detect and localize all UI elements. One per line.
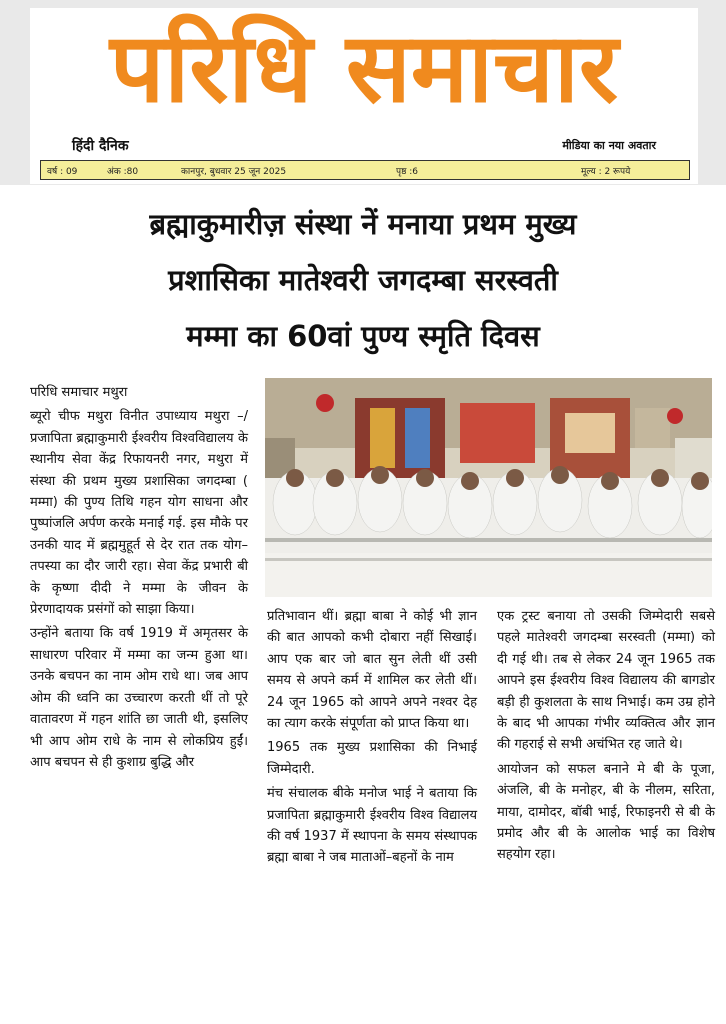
headline-line-1: ब्रह्माकुमारीज़ संस्था नें मनाया प्रथम मुख्य bbox=[149, 207, 577, 241]
edition-info-bar bbox=[40, 160, 690, 180]
edition-year: वर्ष : 09 bbox=[47, 167, 78, 177]
edition-issue: अंक :80 bbox=[107, 167, 139, 177]
edition-price: मूल्य : 2 रूपये bbox=[581, 167, 631, 177]
event-photo-illustration bbox=[265, 378, 712, 597]
paragraph: ब्यूरो चीफ मथुरा विनीत उपाध्याय मथुरा –/ प्रजापिता ब्रह्माकुमारी ईश्वरीय विश्वविद्यालय के स्थानीय सेवा केंद्र रिफायनरी नगर, मथुरा में संस्था की प्रथम मुख्य प्रशासिका जगदम्बा ( मम्मा) की पुण्य तिथि गहन योग साधना और पुष्पांजलि अर्पण करके मनाई गई. इस मौके पर उनकी याद में ब्रह्ममुहूर्त से देर रात तक योग–तपस्या का दौर जारी रहा। सेवा केंद्र प्रभारी बी के कृष्णा दीदी ने मम्मा के जीवन के प्रेरणादायक प्रसंगों को साझा किया। bbox=[30, 409, 248, 618]
paragraph: आयोजन को सफल बनाने मे बी के पूजा, अंजलि, बी के मनोहर, बी के नीलम, सरिता, माया, दामोदर, बॉबी भाई, रिफाइनरी से बी के प्रमोद और बी के आलोक भाई का विशेष सहयोग रहा। bbox=[497, 761, 715, 863]
article-headline bbox=[18, 196, 708, 364]
paragraph: एक ट्रस्ट बनाया तो उसकी जिम्मेदारी सबसे पहले मातेश्वरी जगदम्बा सरस्वती (मम्मा) को दी गई थी। तब से लेकर 24 जून 1965 तक आपने इस ईश्वरीय विश्व विद्यालय की बागडोर बड़ी ही कुशलता के साथ निभाई। कम उम्र होने के बाद भी आपका गंभीर व्यक्तित्व और ज्ञान की गहराई से सभी अचंभित रह जाते थे। bbox=[497, 609, 715, 753]
paragraph: उन्होंने बताया कि वर्ष 1919 में अमृतसर के साधारण परिवार में मम्मा का जन्म हुआ था। उनके बचपन का नाम ओम राधे था। जब आप ओम की ध्वनि का उच्चारण करती थीं तो पूरे वातावरण में गहन शांति छा जाती थी, इसलिए भी आप ओम राधे के नाम से लोकप्रिय हुईं। आप बचपन से ही कुशाग्र बुद्धि और bbox=[30, 626, 248, 770]
byline: परिधि समाचार मथुरा bbox=[30, 385, 128, 400]
article-column-2 bbox=[267, 606, 477, 872]
masthead bbox=[30, 8, 698, 184]
subheading: 1965 तक मुख्य प्रशासिका की निभाई जिम्मेदारी. bbox=[267, 740, 477, 777]
tagline-left: हिंदी दैनिक bbox=[72, 138, 129, 154]
edition-place-date: कानपुर, बुधवार 25 जून 2025 bbox=[181, 167, 287, 177]
article-column-1 bbox=[30, 382, 248, 776]
newspaper-title: परिधि समाचार bbox=[109, 12, 619, 124]
paragraph: मंच संचालक बीके मनोज भाई ने बताया कि प्रजापिता ब्रह्माकुमारी ईश्वरीय विश्व विद्यालय की वर्ष 1937 में स्थापना के समय संस्थापक ब्रह्मा बाबा ने जब माताओं–बहनों के नाम bbox=[267, 786, 477, 866]
paragraph: प्रतिभावान थीं। ब्रह्मा बाबा ने कोई भी ज्ञान की बात आपको कभी दोबारा नहीं सिखाई। आप एक बार जो बात सुन लेती थीं उसी समय से अपने कर्म में शामिल कर लेती थीं। 24 जून 1965 को आपने अपने नश्वर देह का त्याग करके संपूर्णता को प्राप्त किया था। bbox=[267, 609, 477, 732]
event-photo bbox=[265, 378, 712, 597]
edition-page: पृष्ठ :6 bbox=[396, 167, 419, 177]
headline-line-2: प्रशासिका मातेश्वरी जगदम्बा सरस्वती bbox=[168, 263, 558, 297]
tagline-right: मीडिया का नया अवतार bbox=[562, 139, 656, 152]
headline-line-3: मम्मा का 60वां पुण्य स्मृति दिवस bbox=[186, 319, 540, 353]
article-column-3 bbox=[497, 606, 715, 869]
